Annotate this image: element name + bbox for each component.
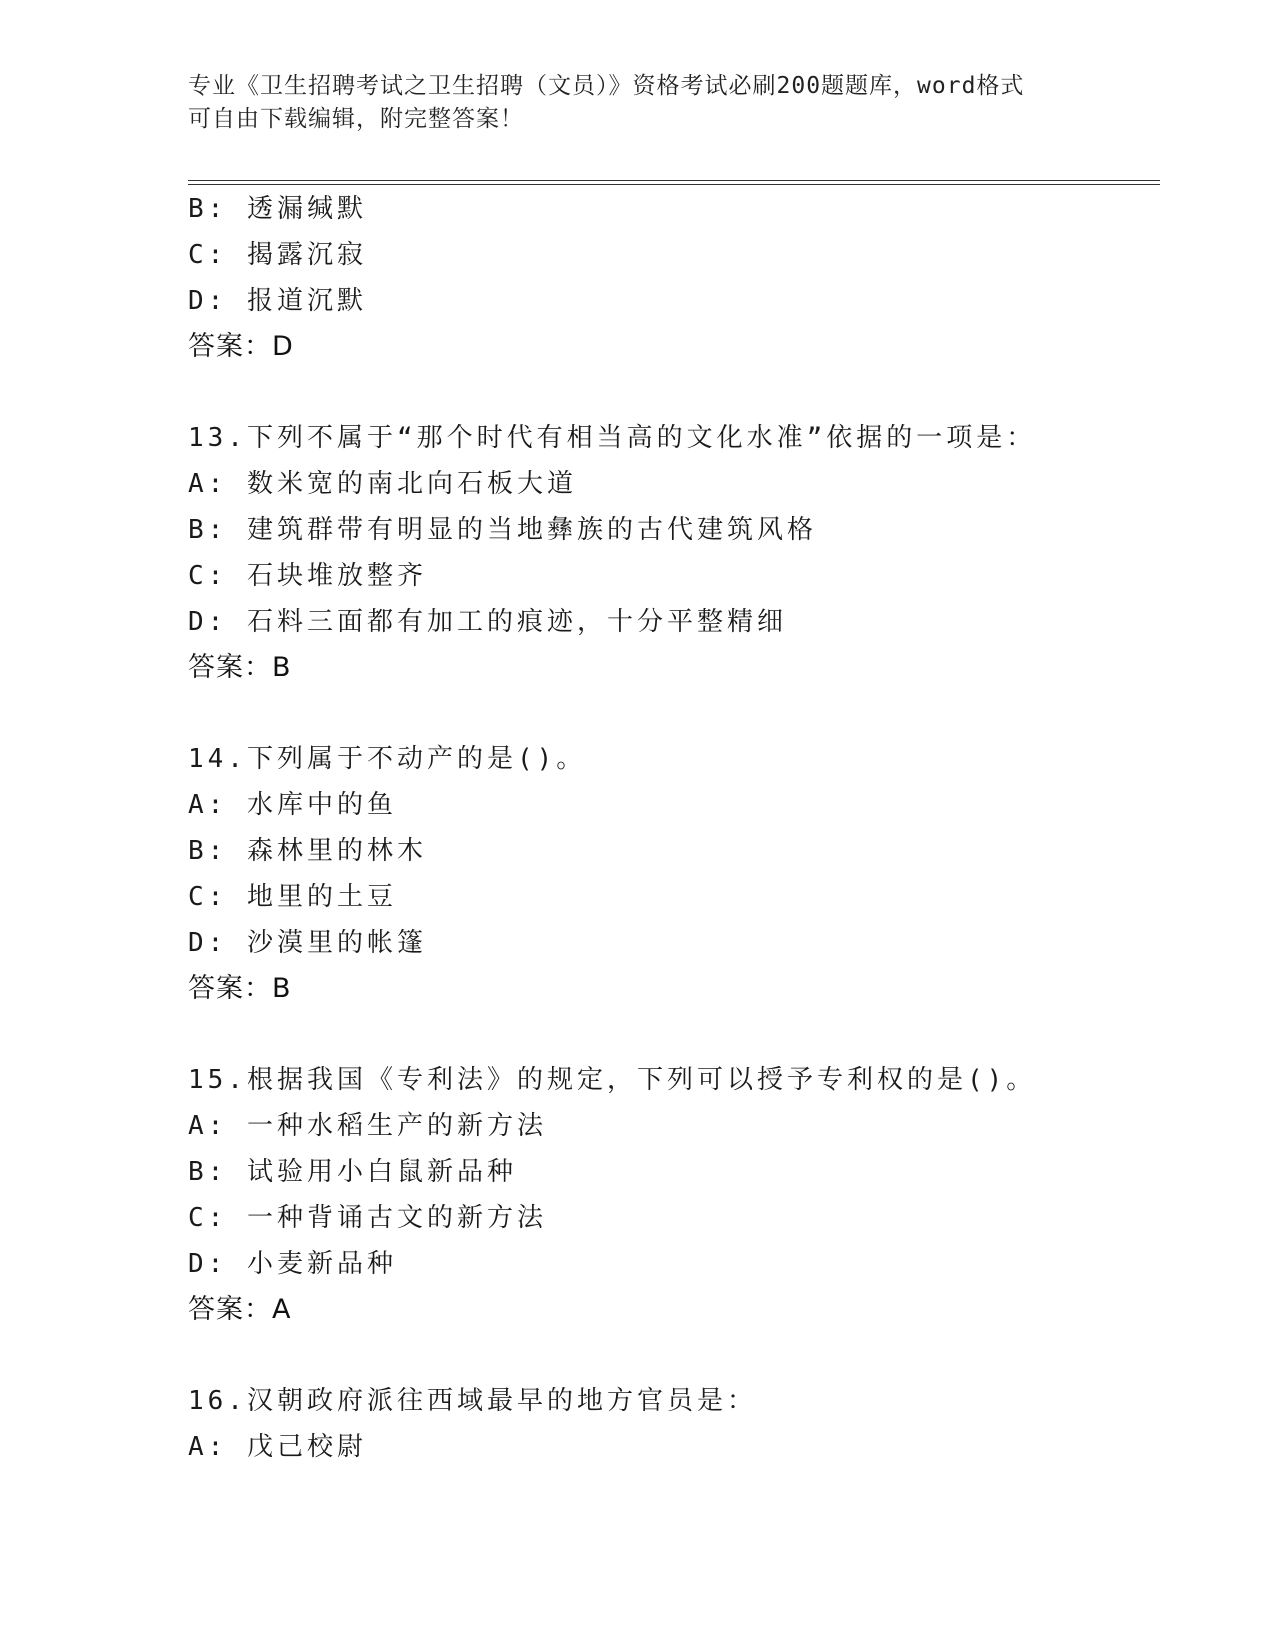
question-text: 15.根据我国《专利法》的规定，下列可以授予专利权的是()。 — [188, 1065, 1037, 1095]
header-line-1: 专业《卫生招聘考试之卫生招聘（文员）》资格考试必刷200题题库，word格式 — [188, 73, 1025, 99]
header-line-2: 可自由下载编辑，附完整答案！ — [188, 106, 524, 132]
option-a: A: 一种水稻生产的新方法 — [188, 1111, 547, 1141]
answer-line: 答案：D — [188, 331, 294, 362]
answer-line: 答案：A — [188, 1294, 292, 1325]
option-a: A: 水库中的鱼 — [188, 790, 397, 820]
option-d: D: 沙漠里的帐篷 — [188, 928, 427, 958]
question-12-tail — [188, 186, 1148, 370]
option-b: B: 试验用小白鼠新品种 — [188, 1157, 517, 1187]
option-a: A: 数米宽的南北向石板大道 — [188, 469, 577, 499]
question-text: 13.下列不属于“那个时代有相当高的文化水准”依据的一项是： — [188, 423, 1037, 453]
document-header — [188, 70, 1068, 136]
question-text: 14.下列属于不动产的是()。 — [188, 744, 587, 774]
option-b: B: 建筑群带有明显的当地彝族的古代建筑风格 — [188, 515, 817, 545]
question-text: 16.汉朝政府派往西域最早的地方官员是： — [188, 1386, 757, 1416]
option-b: B: 透漏缄默 — [188, 194, 367, 224]
option-b: B: 森林里的林木 — [188, 836, 427, 866]
question-13 — [188, 415, 1148, 691]
option-c: C: 一种背诵古文的新方法 — [188, 1203, 547, 1233]
option-c: C: 地里的土豆 — [188, 882, 397, 912]
option-d: D: 报道沉默 — [188, 286, 367, 316]
answer-line: 答案：B — [188, 652, 292, 683]
option-a: A: 戊己校尉 — [188, 1432, 367, 1462]
header-divider-top — [188, 180, 1160, 181]
answer-line: 答案：B — [188, 973, 292, 1004]
option-c: C: 石块堆放整齐 — [188, 561, 427, 591]
question-14 — [188, 736, 1148, 1012]
header-divider-bottom — [188, 184, 1160, 185]
question-16 — [188, 1378, 1148, 1470]
option-d: D: 小麦新品种 — [188, 1249, 397, 1279]
option-d: D: 石料三面都有加工的痕迹，十分平整精细 — [188, 607, 787, 637]
question-content — [188, 186, 1148, 1470]
question-15 — [188, 1057, 1148, 1333]
option-c: C: 揭露沉寂 — [188, 240, 367, 270]
